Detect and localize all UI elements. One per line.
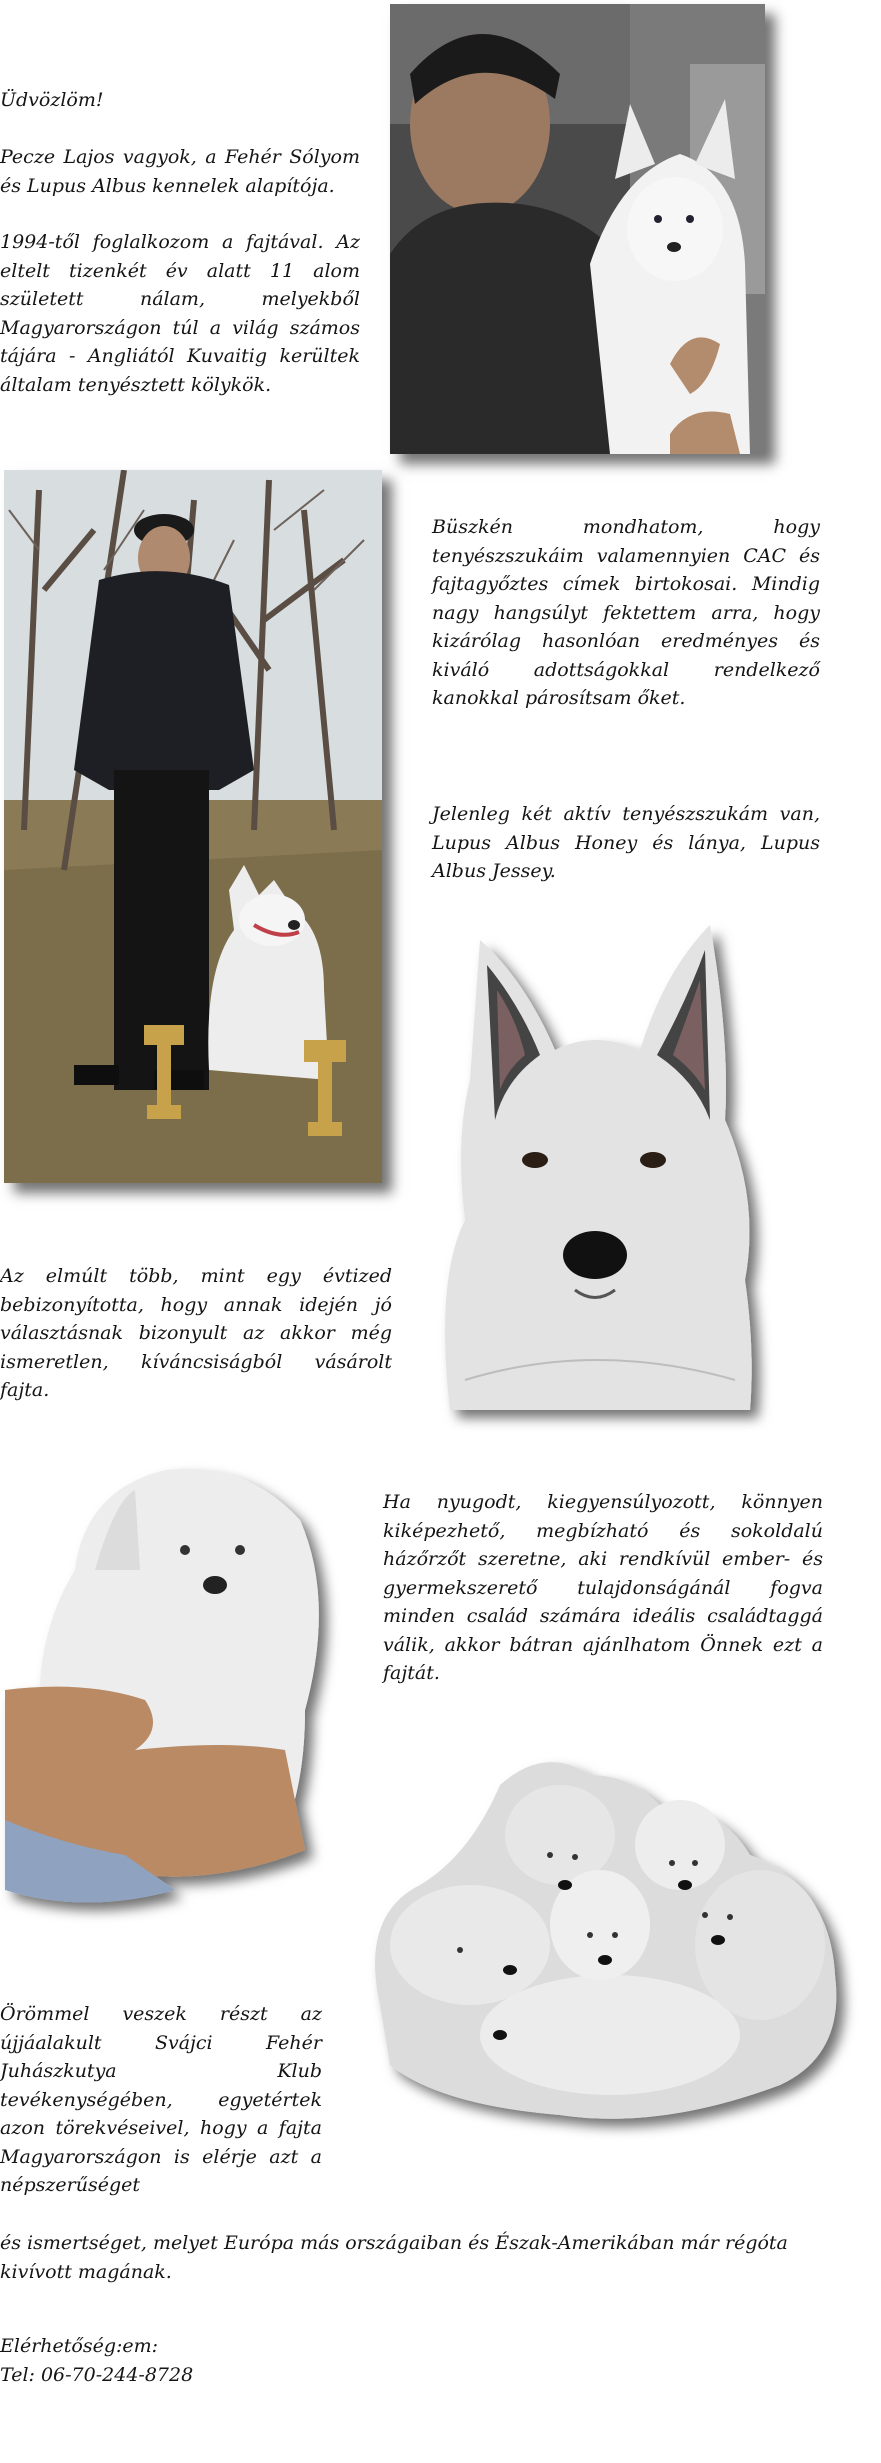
greeting: Üdvözlöm! (0, 89, 104, 111)
puppy-hands-cutout (5, 1450, 335, 1910)
dog-head-image (425, 920, 765, 1420)
puppies-litter-image (360, 1745, 845, 2130)
trophy-photo (4, 470, 382, 1183)
decade-paragraph: Az elmúlt több, mint egy évtized bebizonyította, hogy annak idején jó választásnak bizonyult az akkor még ismeretlen, kíváncsiságból vásárolt fajta. (0, 1265, 392, 1401)
portrait-image (390, 4, 765, 454)
trophy-image (4, 470, 382, 1183)
portrait-photo (390, 4, 765, 454)
puppy-hands-image (5, 1450, 335, 1910)
recommend-paragraph: Ha nyugodt, kiegyensúlyozott, könnyen kiképezhető, megbízható és sokoldalú házőrzőt szeretne, aki rendkívül ember- és gyermekszerető tulajdonságánál fogva minden család számára ideális családtaggá válik, akkor bátran ajánlhatom Önnek ezt a fajtát. (383, 1491, 823, 1684)
contact-phone: Tel: 06-70-244-8728 (0, 2364, 194, 2386)
club-paragraph-wide: és ismertséget, melyet Európa más országaiban és Észak-Amerikában már régóta kivívott magának. (0, 2232, 788, 2283)
intro-paragraph-2: 1994-től foglalkozom a fajtával. Az eltelt tizenkét év alatt 11 alom született nálam, melyekből Magyarországon túl a világ számos tájára - Angliától Kuvaitig kerültek általam tenyésztett kölykök. (0, 231, 360, 396)
breeding-paragraph-1: Büszkén mondhatom, hogy tenyészszukáim valamennyien CAC és fajtagyőztes címek birtokosai. Mindig nagy hangsúlyt fektettem arra, hogy kizárólag hasonlóan eredményes és kiváló adottságokkal rendelkező kanokkal párosítsam őket. (432, 516, 820, 709)
dog-head-cutout (425, 920, 765, 1420)
contact-label: Elérhetőség:em: (0, 2335, 159, 2357)
club-paragraph-narrow: Örömmel veszek részt az újjáalakult Svájci Fehér Juhászkutya Klub tevékenységében, egyetértek azon törekvéseivel, hogy a fajta Magyarországon is elérje azt a népszerűséget (0, 2003, 322, 2196)
intro-paragraph-1: Pecze Lajos vagyok, a Fehér Sólyom és Lupus Albus kennelek alapítója. (0, 146, 360, 197)
breeding-paragraph-2: Jelenleg két aktív tenyészszukám van, Lupus Albus Honey és lánya, Lupus Albus Jessey. (432, 803, 820, 882)
puppies-litter-cutout (360, 1745, 845, 2130)
